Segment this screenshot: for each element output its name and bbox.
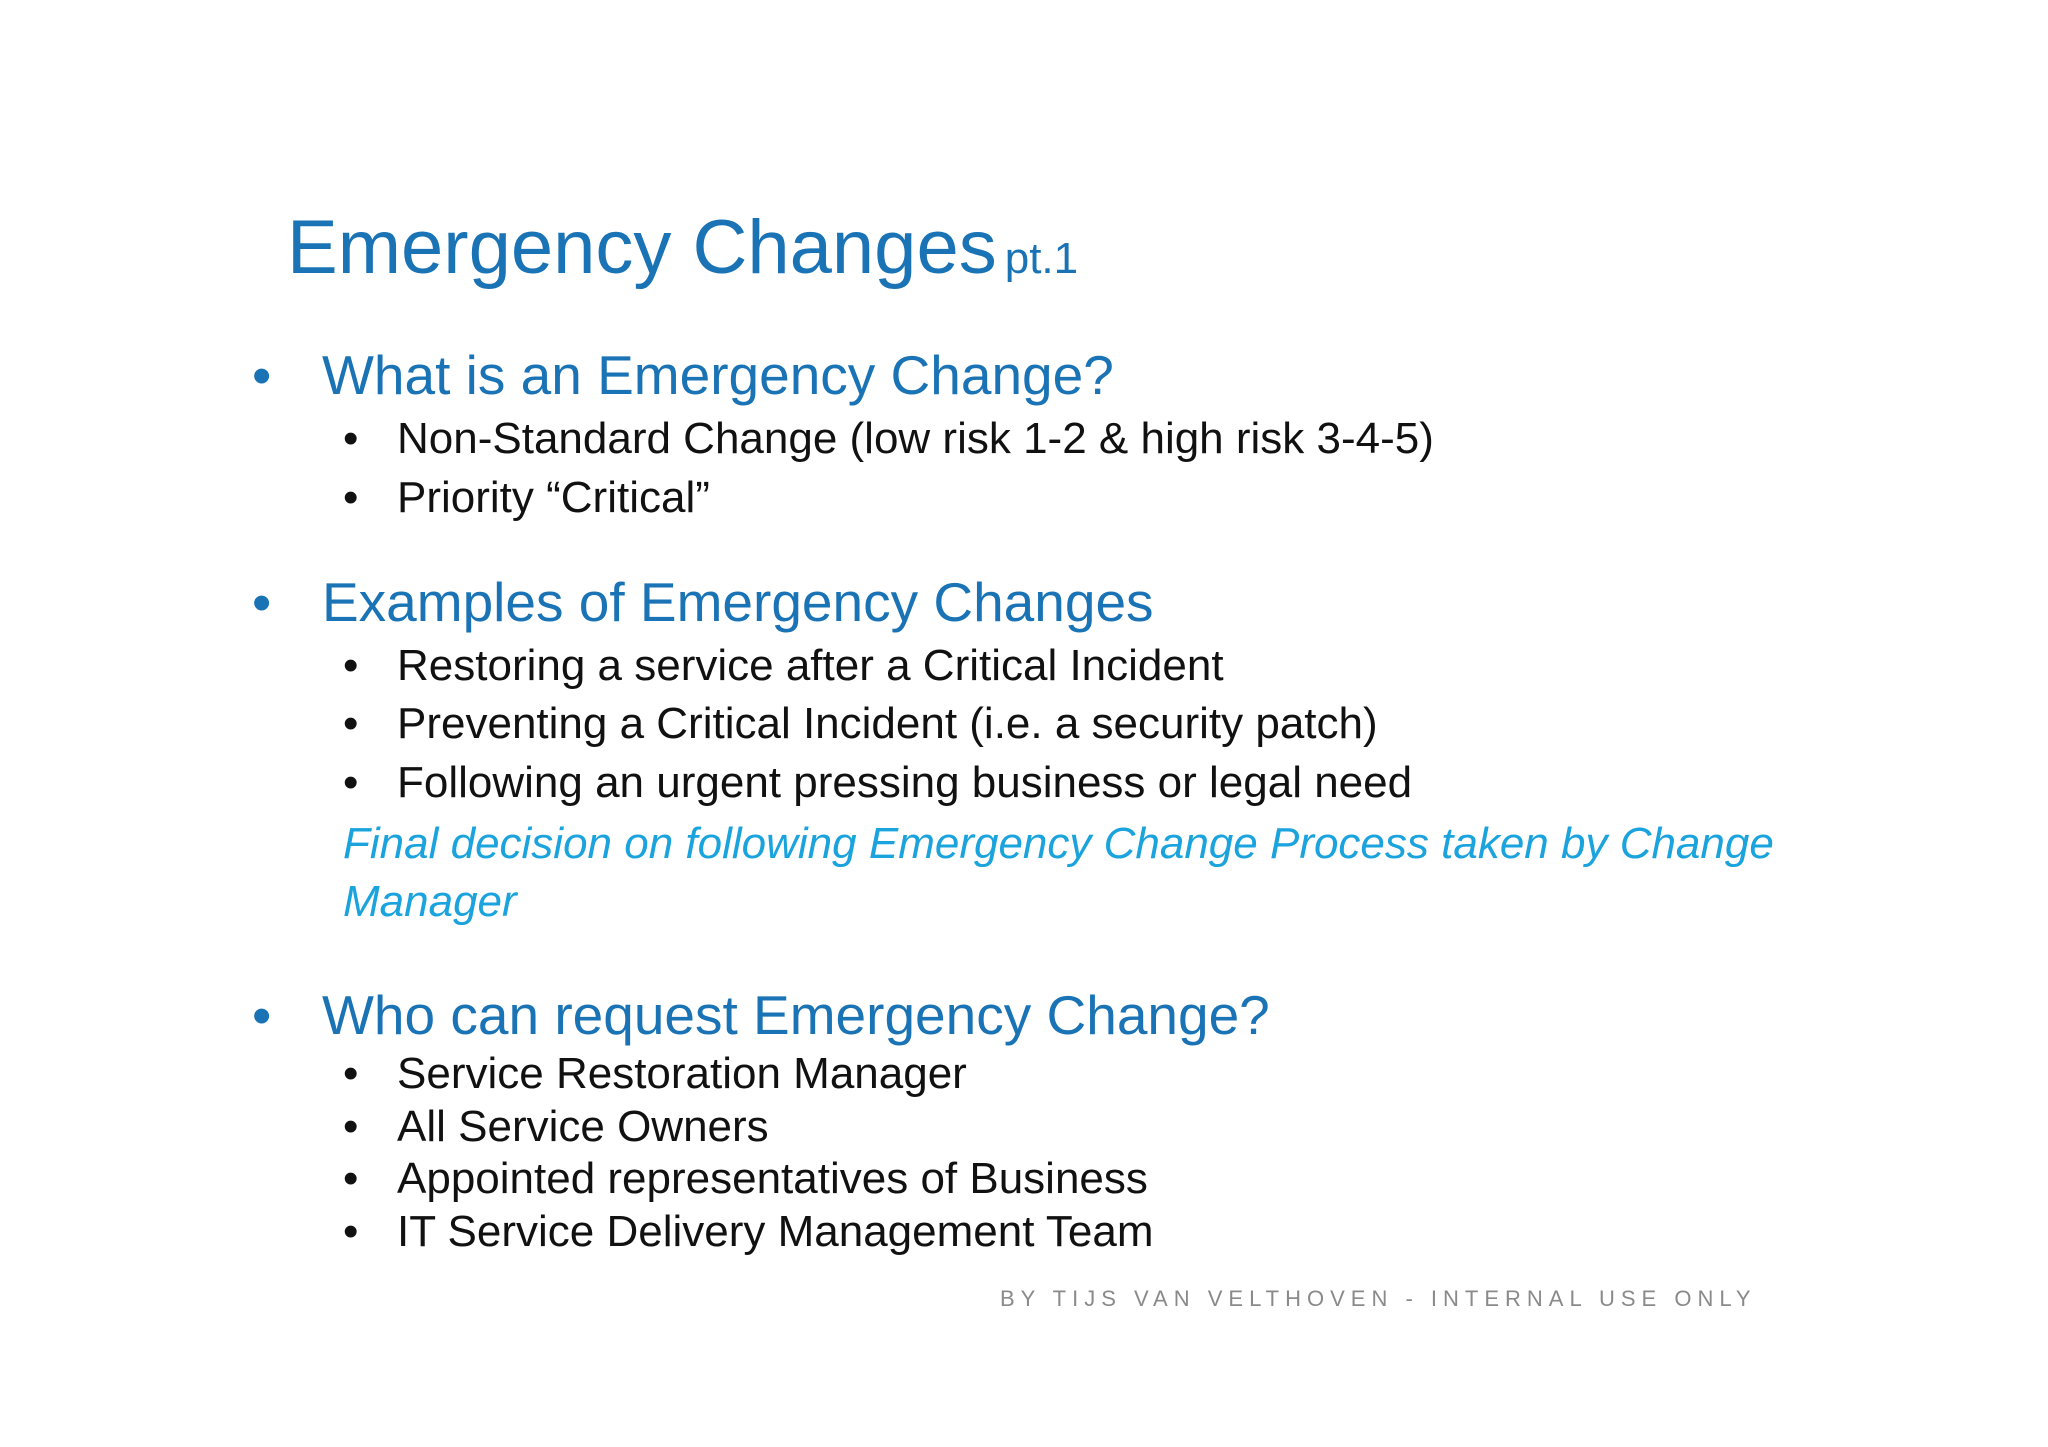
list-item <box>343 414 1434 463</box>
list-item-text: Following an urgent pressing business or legal need <box>397 758 1413 807</box>
list-item <box>343 641 1224 690</box>
section-heading-text: Who can request Emergency Change? <box>322 984 1270 1046</box>
section-heading-text: What is an Emergency Change? <box>322 344 1114 406</box>
slide-title-main: Emergency Changes <box>287 205 997 290</box>
section-heading-what-is <box>252 344 1114 406</box>
bullet-icon: • <box>343 414 359 463</box>
bullet-icon: • <box>252 571 272 633</box>
bullet-icon: • <box>252 984 272 1046</box>
slide-title-suffix: pt.1 <box>1004 234 1079 283</box>
section-heading-who-can-request <box>252 984 1270 1046</box>
emergency-decision-note: Final decision on following Emergency Change Process taken by Change Manager <box>343 819 1774 926</box>
list-item <box>343 473 710 522</box>
list-item-text: Service Restoration Manager <box>397 1049 967 1098</box>
bullet-icon: • <box>343 1049 359 1098</box>
list-item <box>343 699 1378 748</box>
footer-credit: BY TIJS VAN VELTHOVEN - INTERNAL USE ONLY <box>1000 1286 1757 1311</box>
list-item <box>343 758 1413 807</box>
list-item-text: Preventing a Critical Incident (i.e. a security patch) <box>397 699 1378 748</box>
bullet-icon: • <box>343 641 359 690</box>
bullet-icon: • <box>343 1102 359 1151</box>
section-heading-text: Examples of Emergency Changes <box>322 571 1154 633</box>
bullet-icon: • <box>252 344 272 406</box>
bullet-icon: • <box>343 1154 359 1203</box>
list-item <box>343 1049 967 1098</box>
list-item-text: All Service Owners <box>397 1102 769 1151</box>
list-item <box>343 1102 769 1151</box>
list-item-text: Non-Standard Change (low risk 1-2 & high risk 3-4-5) <box>397 414 1434 463</box>
bullet-icon: • <box>343 699 359 748</box>
list-item <box>343 1154 1148 1203</box>
bullet-icon: • <box>343 473 359 522</box>
bullet-icon: • <box>343 1207 359 1256</box>
list-item-text: Priority “Critical” <box>397 473 710 522</box>
list-item-text: Restoring a service after a Critical Incident <box>397 641 1224 690</box>
section-heading-examples <box>252 571 1154 633</box>
bullet-icon: • <box>343 758 359 807</box>
list-item <box>343 1207 1154 1256</box>
list-item-text: IT Service Delivery Management Team <box>397 1207 1154 1256</box>
list-item-text: Appointed representatives of Business <box>397 1154 1148 1203</box>
slide-title <box>287 205 1079 290</box>
